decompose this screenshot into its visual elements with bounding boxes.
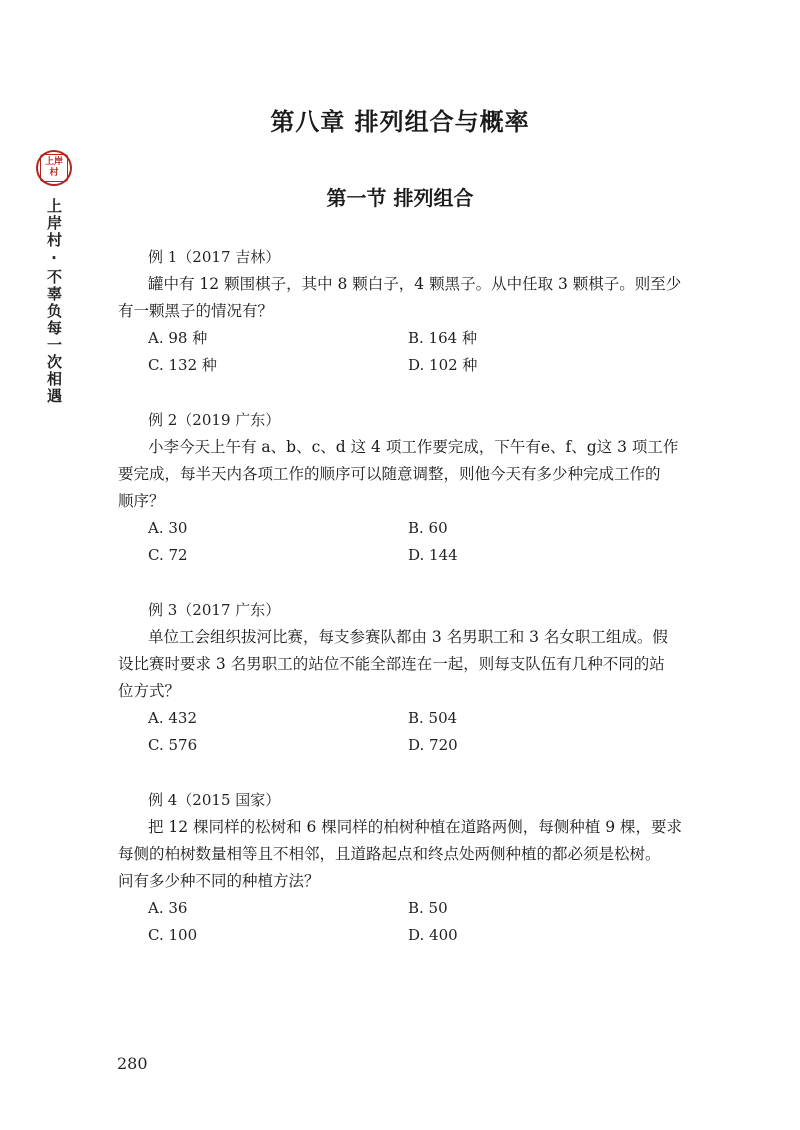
options-grid [148,325,693,379]
option-a: A. 36 [148,899,188,917]
example-3 [118,597,693,759]
option-c: C. 132 种 [148,356,217,374]
section-title: 第一节 排列组合 [326,186,474,210]
question-line: 每侧的柏树数量相等且不相邻，且道路起点和终点处两侧种植的都必须是松树。 [118,845,661,863]
option-a: A. 432 [148,709,197,727]
options-grid [148,705,693,759]
question-line: 有一颗黑子的情况有？ [118,302,274,320]
option-d: D. 102 种 [408,356,478,374]
example-label: 例 4（2015 国家） [148,791,281,809]
example-label: 例 1（2017 吉林） [148,248,281,266]
seal-text-line2: 村 [49,168,59,178]
page-number: 280 [117,1054,148,1073]
option-b: B. 50 [408,899,448,917]
side-brand [36,150,76,405]
option-d: D. 400 [408,926,458,944]
option-a: A. 30 [148,519,188,537]
example-4 [118,787,693,949]
question-line: 要完成，每半天内各项工作的顺序可以随意调整，则他今天有多少种完成工作的 [118,465,661,483]
question-line: 设比赛时要求 3 名男职工的站位不能全部连在一起，则每支队伍有几种不同的站 [118,655,665,673]
option-b: B. 504 [408,709,458,727]
option-d: D. 144 [408,546,458,564]
question-line: 小李今天上午有 a、b、c、d 这 4 项工作要完成，下午有e、f、g这 3 项工作 [148,438,679,456]
option-c: C. 72 [148,546,188,564]
brand-slogan: 上岸村·不辜负每一次相遇 [45,198,63,405]
examples-content [118,244,693,977]
seal-text-line1: 上岸 [44,157,63,167]
options-grid [148,515,693,569]
option-a: A. 98 种 [148,329,208,347]
options-grid [148,895,693,949]
question-line: 单位工会组织拔河比赛，每支参赛队都由 3 名男职工和 3 名女职工组成。假 [148,628,668,646]
brand-seal-icon [36,150,72,186]
example-label: 例 3（2017 广东） [148,601,281,619]
example-1 [118,244,693,379]
example-2 [118,407,693,569]
option-d: D. 720 [408,736,458,754]
option-b: B. 164 种 [408,329,477,347]
example-label: 例 2（2019 广东） [148,411,281,429]
question-line: 问有多少种不同的种植方法？ [118,872,320,890]
option-c: C. 100 [148,926,198,944]
option-b: B. 60 [408,519,448,537]
question-line: 罐中有 12 颗围棋子，其中 8 颗白子，4 颗黑子。从中任取 3 颗棋子。则至少 [148,275,682,293]
question-line: 位方式？ [118,682,181,700]
question-line: 把 12 棵同样的松树和 6 棵同样的柏树种植在道路两侧，每侧种植 9 棵，要求 [148,818,683,836]
question-line: 顺序？ [118,492,165,510]
option-c: C. 576 [148,736,198,754]
chapter-title: 第八章 排列组合与概率 [270,108,530,136]
